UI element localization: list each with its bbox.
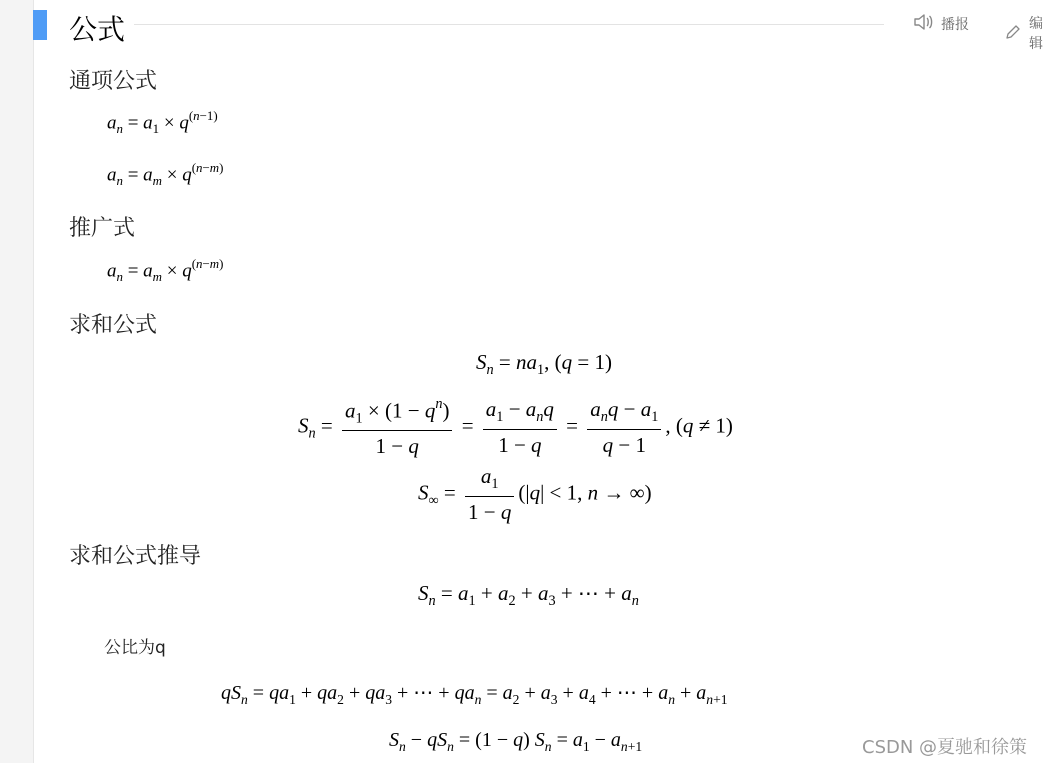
section-title: 公式 [69,13,126,46]
section-marker [33,10,47,40]
title-divider [134,24,884,25]
heading-sum: 求和公式 [69,313,158,338]
speaker-icon [913,13,933,34]
formula-derivation-sn: $S_n = a_1 + a_2 + a_3$ + ⋯ + $a_n$ [418,581,639,609]
formula-general-2: $a_n = a_m \times q^{(n-m)}$ [107,160,224,188]
formula-sum-q1: $S_n = na_1$, (q = 1) [476,350,612,378]
formula-sum-general: $S_n$ = $\frac{a_1 \times (1 - q^n)}{1 - q}$ = $\frac{a_1 - a_nq}{1 - q}$ = $\frac{a_nq - a_1}{q - 1}$ , (q ≠ 1) [298,396,733,459]
left-gutter [0,0,34,763]
formula-derivation-qsn: $qS_n = qa_1 + qa_2 + qa_3$ + ⋯ + $qa_n = a_2 + a_3 + a_4$ + ⋯ + $a_n + a_{n+1}$ [221,682,728,707]
pencil-icon [1005,24,1021,43]
edit-button[interactable] [1005,13,1050,53]
formula-derivation-difference: $S_n - qS_n = (1 - q) S_n = a_1 - a_{n+1}$ [389,729,643,754]
heading-general-term: 通项公式 [69,69,158,94]
edit-label: 编辑 [1029,15,1043,51]
heading-derivation: 求和公式推导 [69,544,202,569]
ratio-note: 公比为q [104,638,166,658]
watermark: CSDN @夏驰和徐策 [862,737,1028,758]
speak-button[interactable] [913,13,969,34]
speak-label: 播报 [941,15,969,32]
formula-sum-infinity: $S_\infty$ = $\frac{a_1}{1 - q}$ (|q| < 1, n → ∞) [418,464,652,524]
heading-extended: 推广式 [69,216,136,241]
formula-extended: $a_n = a_m \times q^{(n-m)}$ [107,256,224,284]
formula-general-1: $a_n = a_1 \times q^{(n-1)}$ [107,108,218,136]
